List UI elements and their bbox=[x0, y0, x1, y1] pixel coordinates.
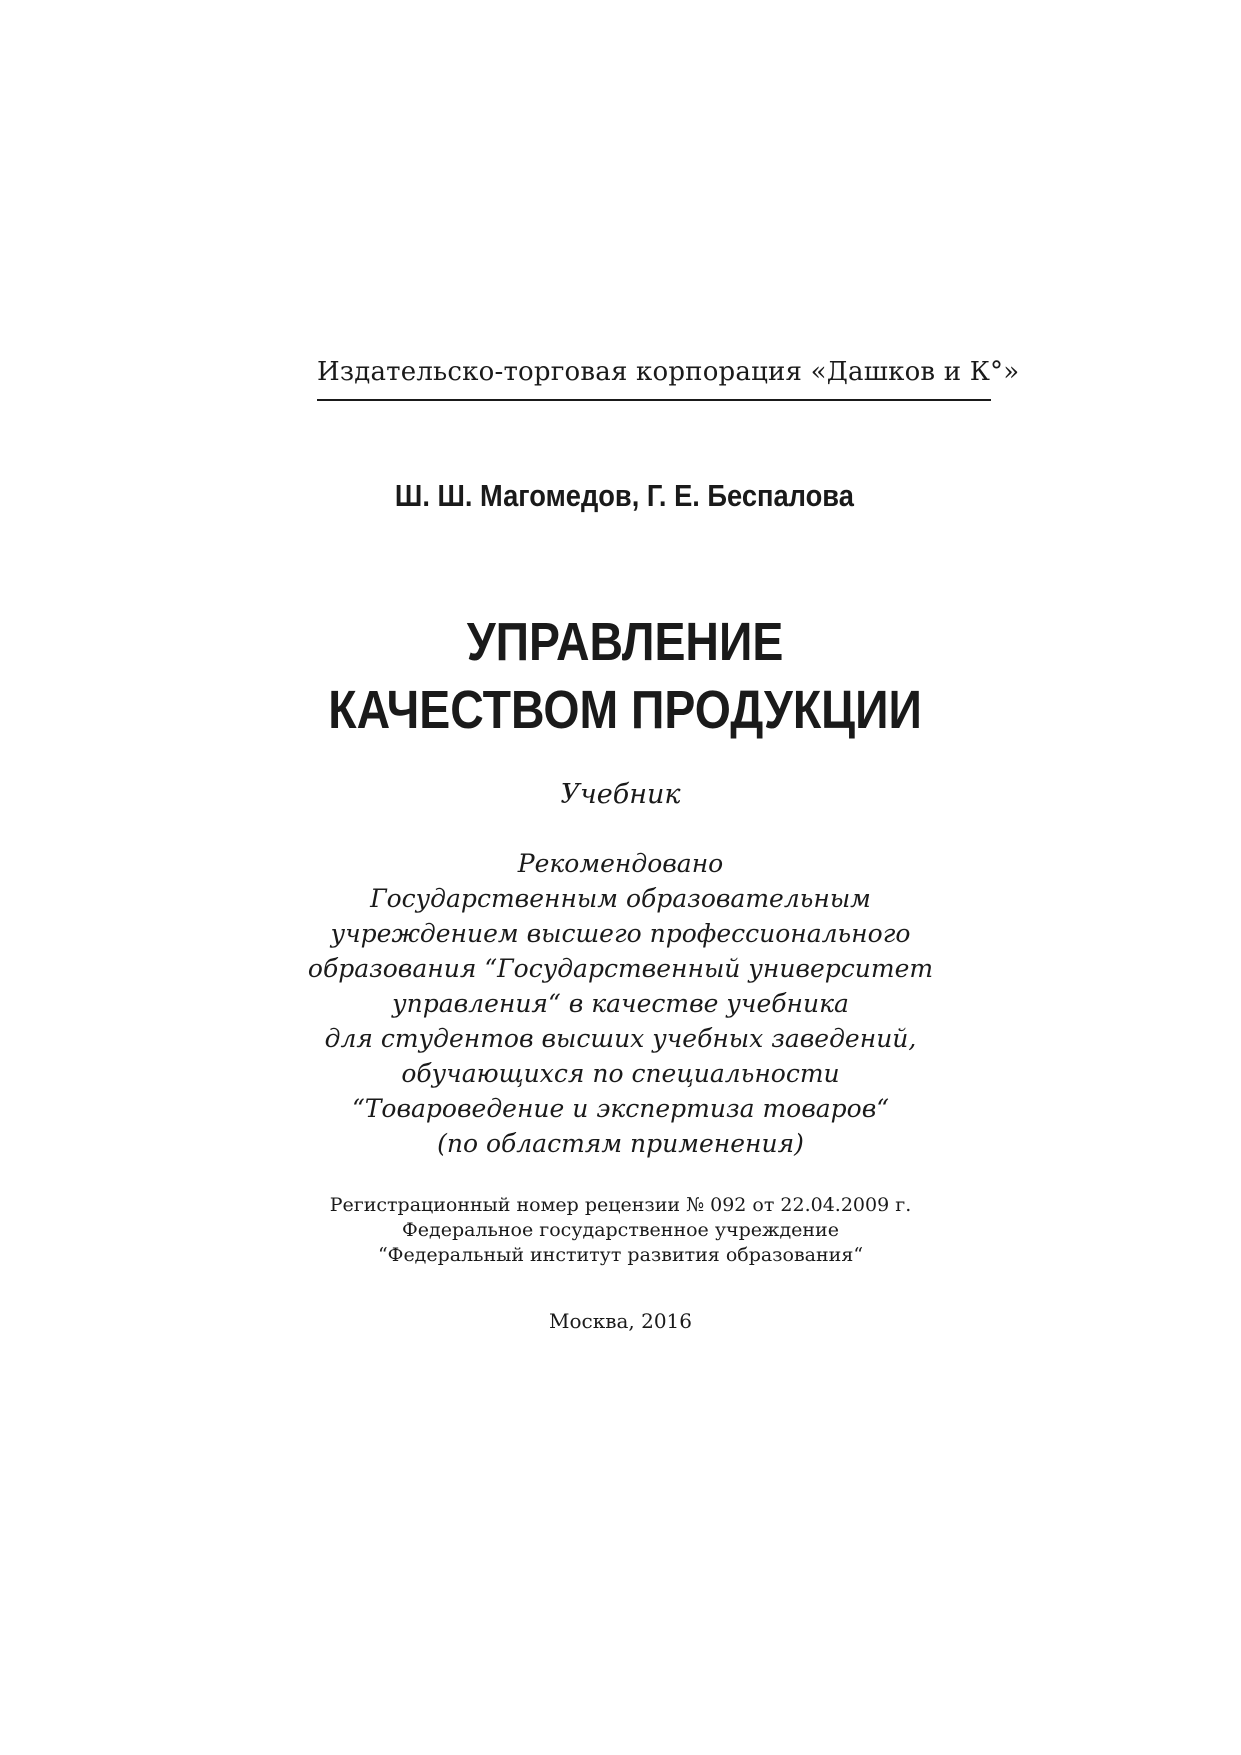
publisher-name: Издательско-торговая корпорация «Дашков и К°» bbox=[317, 357, 1020, 387]
book-title-line-2: КАЧЕСТВОМ ПРОДУКЦИИ bbox=[328, 680, 922, 740]
recommendation-line: обучающихся по специальности bbox=[401, 1059, 840, 1088]
recommendation-line: образования “Государственный университет bbox=[307, 954, 934, 983]
recommendation-line: Государственным образовательным bbox=[370, 884, 871, 913]
recommendation-line: “Товароведение и экспертиза товаров“ bbox=[351, 1094, 890, 1123]
authors: Ш. Ш. Магомедов, Г. Е. Беспалова bbox=[394, 478, 854, 513]
recommendation-line: для студентов высших учебных заведений, bbox=[324, 1024, 917, 1053]
recommendation-line: учреждением высшего профессионального bbox=[330, 919, 911, 948]
recommendation-line: управления“ в качестве учебника bbox=[392, 989, 849, 1018]
publisher-divider bbox=[317, 399, 991, 401]
book-type: Учебник bbox=[560, 779, 681, 810]
recommendation-line: Рекомендовано bbox=[517, 849, 724, 878]
book-title-line-1: УПРАВЛЕНИЕ bbox=[466, 612, 784, 672]
registration-line: Федеральное государственное учреждение bbox=[402, 1219, 839, 1241]
registration-line: “Федеральный институт развития образования“ bbox=[377, 1244, 864, 1266]
recommendation-block bbox=[0, 846, 1241, 1161]
registration-block bbox=[0, 1193, 1241, 1268]
book-title bbox=[91, 608, 1158, 744]
registration-line: Регистрационный номер рецензии № 092 от 22.04.2009 г. bbox=[329, 1194, 912, 1216]
recommendation-line: (по областям применения) bbox=[437, 1129, 804, 1158]
city-year: Москва, 2016 bbox=[548, 1309, 693, 1333]
